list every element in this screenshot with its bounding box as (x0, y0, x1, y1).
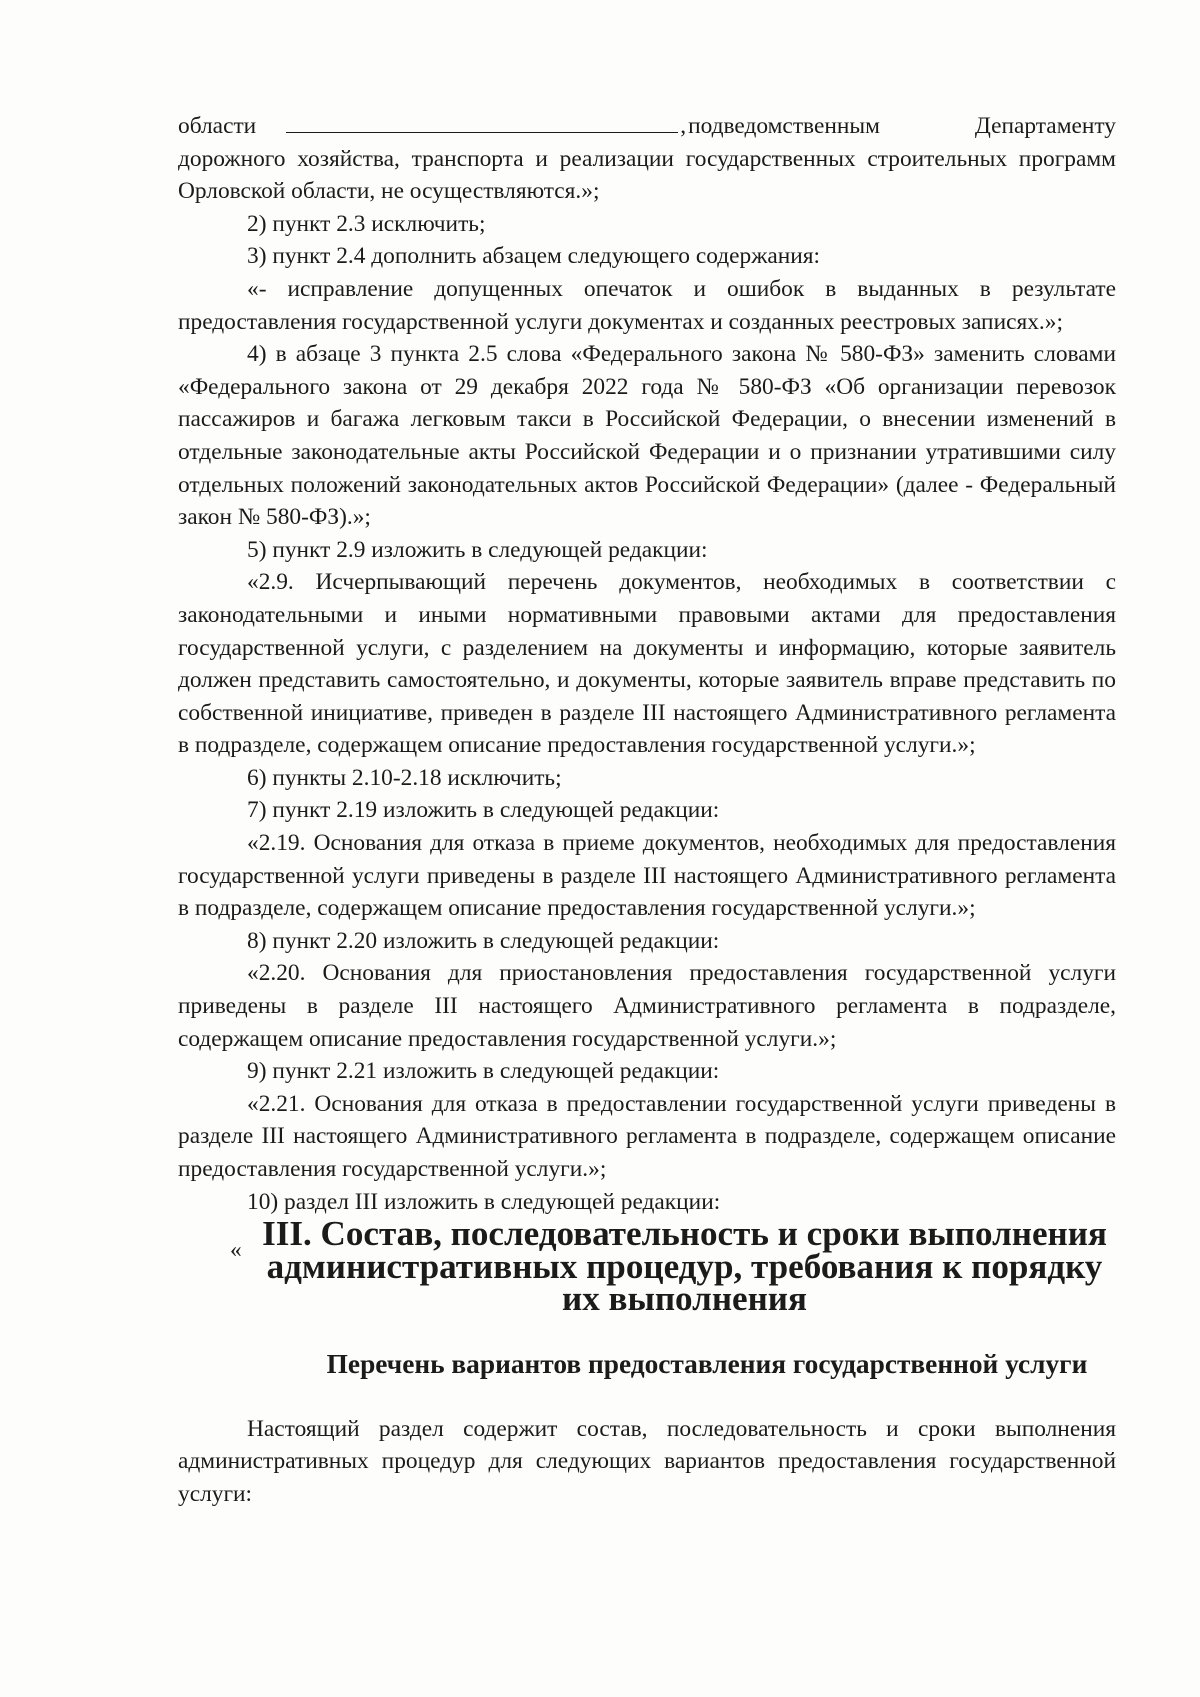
item-7-quote: «2.19. Основания для отказа в приеме документов, необходимых для предоставления государственной услуги приведены в разделе III настоящего Административного регламента в подразделе, содержащем описание предоставления государственной услуги.»; (178, 830, 1116, 922)
section-heading-line-3: их выполнения (562, 1279, 807, 1319)
item-10: 10) раздел III изложить в следующей редакции: (247, 1188, 721, 1215)
item-9-quote: «2.21. Основания для отказа в предоставлении государственной услуги приведены в разделе III настоящего Административного регламента в подразделе, содержащем описание предоставления государственной услуги.»; (178, 1090, 1116, 1182)
item-9: 9) пункт 2.21 изложить в следующей редакции: (247, 1058, 720, 1085)
item-4: 4) в абзаце 3 пункта 2.5 слова «Федерального закона № 580-ФЗ» заменить словами «Федерального закона от 29 декабря 2022 года № 580-ФЗ «Об организации перевозок пассажиров и багажа легковым такси в Российской Федерации, о внесении изменений в отдельные законодательные акты Российской Федерации и о признании утратившими силу отдельных положений законодательных актов Российской Федерации» (далее - Федеральный закон № 580-ФЗ).»; (178, 341, 1116, 531)
item-5: 5) пункт 2.9 изложить в следующей редакции: (247, 536, 708, 563)
subsection-heading: Перечень вариантов предоставления государственной услуги (326, 1348, 1088, 1379)
region-line-word-b: Департаменту (974, 113, 1116, 139)
region-line-rest (688, 110, 1116, 143)
opening-quote-mark: « (230, 1237, 242, 1263)
section-intro-paragraph: Настоящий раздел содержит состав, последовательность и сроки выполнения административных процедур для следующих вариантов предоставления государственной услуги: (178, 1415, 1116, 1507)
blank-comma: , (680, 113, 687, 139)
paragraph-region-continued: дорожного хозяйства, транспорта и реализации государственных строительных программ Орловской области, не осуществляются.»; (178, 145, 1116, 205)
item-5-quote: «2.9. Исчерпывающий перечень документов, необходимых в соответствии с законодательными и иными нормативными правовыми актами для предоставления государственной услуги, с разделением на документы и информацию, которые заявитель должен представить самостоятельно, и документы, которые заявитель вправе представить по собственной инициативе, приведен в разделе III настоящего Административного регламента в подразделе, содержащем описание предоставления государственной услуги.»; (178, 569, 1116, 759)
section-heading-line-1: III. Состав, последовательность и сроки выполнения (262, 1214, 1107, 1254)
item-3-quote: «- исправление допущенных опечаток и ошибок в выданных в результате предоставления государственной услуги документах и созданных реестровых записях.»; (178, 275, 1116, 335)
item-2: 2) пункт 2.3 исключить; (247, 210, 486, 237)
paragraph-region-line (178, 106, 1116, 143)
section-heading (178, 1214, 1116, 1319)
item-3: 3) пункт 2.4 дополнить абзацем следующего содержания: (247, 243, 821, 270)
item-8: 8) пункт 2.20 изложить в следующей редакции: (247, 927, 720, 954)
item-8-quote: «2.20. Основания для приостановления предоставления государственной услуги приведены в разделе III настоящего Административного регламента в подразделе, содержащем описание предоставления государственной услуги.»; (178, 960, 1116, 1052)
fill-in-blank (286, 106, 678, 133)
item-7: 7) пункт 2.19 изложить в следующей редакции: (247, 797, 720, 824)
item-6: 6) пункты 2.10-2.18 исключить; (247, 764, 562, 791)
region-line-word-a: подведомственным (688, 113, 880, 139)
section-heading-line-2: административных процедур, требования к порядку (266, 1246, 1103, 1286)
region-word: области (178, 113, 257, 139)
